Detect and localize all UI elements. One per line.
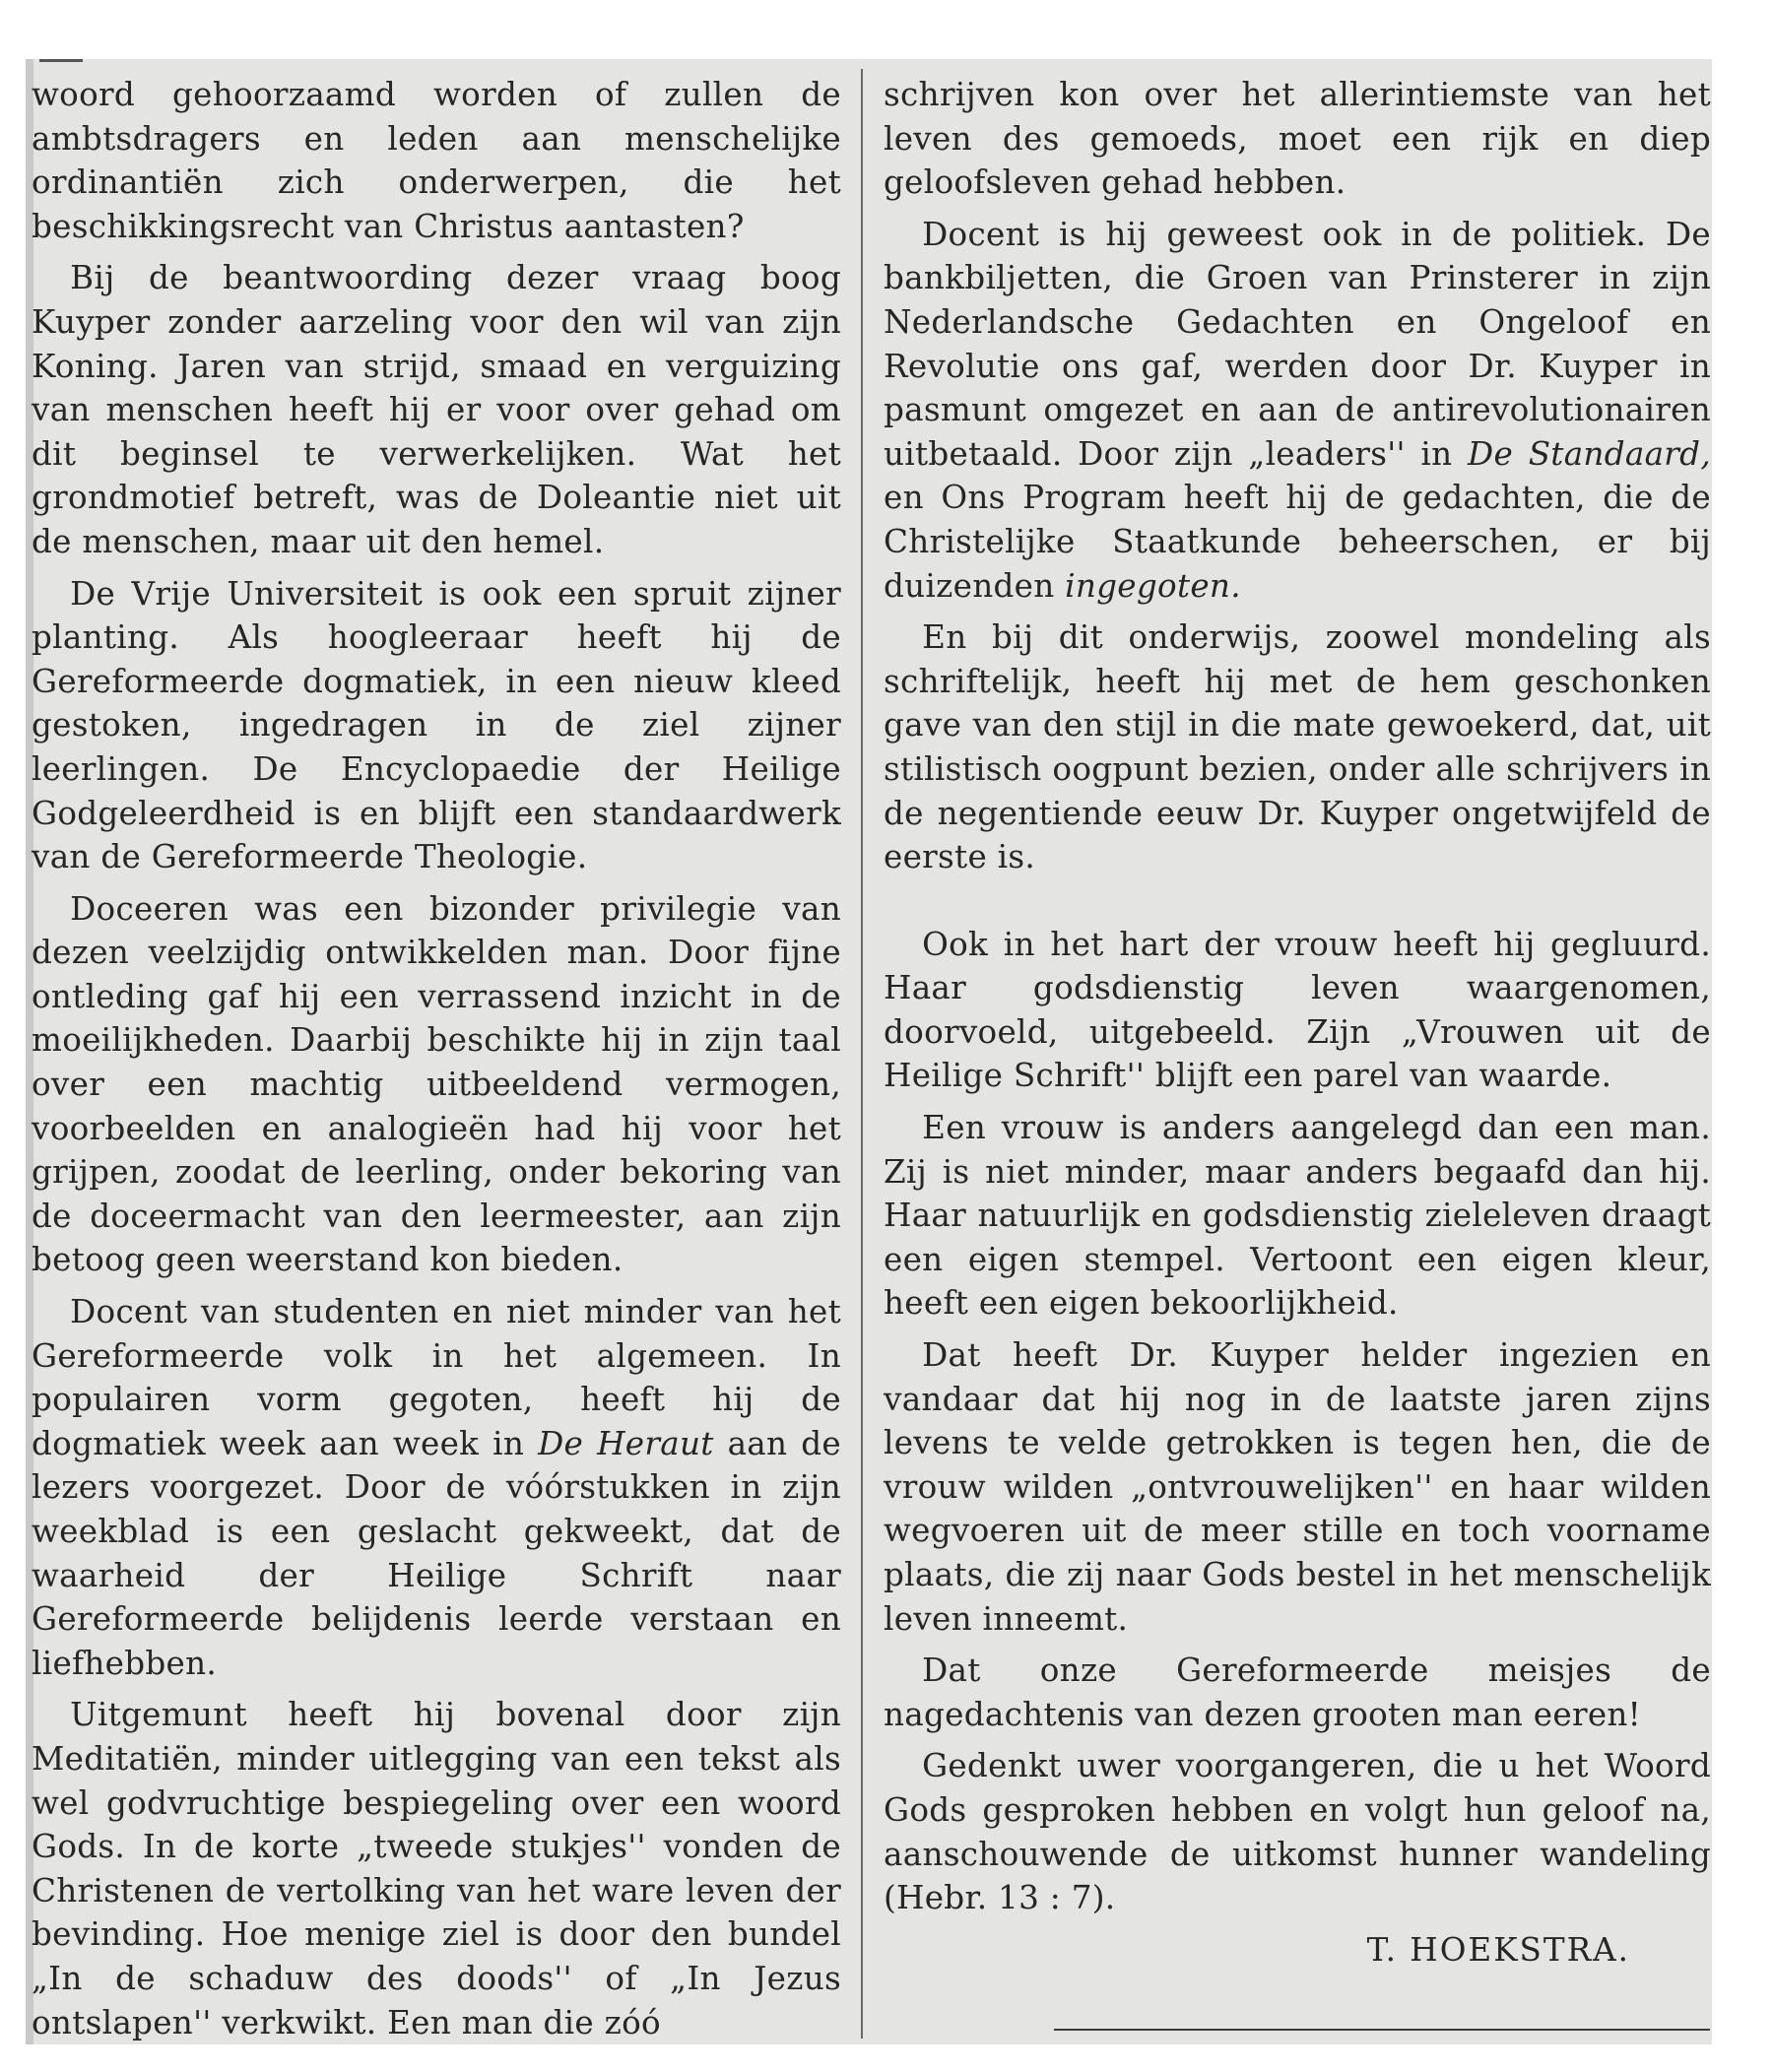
closing-rule bbox=[1054, 2029, 1710, 2031]
right-column bbox=[884, 73, 1711, 1972]
paragraph bbox=[884, 213, 1711, 608]
paragraph: Een vrouw is anders aangelegd dan een man. Zij is niet minder, maar anders begaafd dan hij. Haar natuurlijk en godsdienstig zieleleven draagt een eigen stempel. Vertoont een eigen kleur, heeft een eigen bekoorlijkheid. bbox=[884, 1109, 1711, 1323]
column-divider bbox=[861, 69, 863, 2039]
paragraph: woord gehoorzaamd worden of zullen de ambtsdragers en leden aan menschelijke ordinantiën zich onderwerpen, die het beschikkingsrecht van Christus aantasten? bbox=[32, 76, 841, 245]
paragraph: De Vrije Universiteit is ook een spruit zijner planting. Als hoogleeraar heeft hij de Gereformeerde dogmatiek, in een nieuw kleed gestoken, ingedragen in de ziel zijner leerlingen. De Encyclopaedie der Heilige Godgeleerdheid is en blijft een standaardwerk van de Gereformeerde Theologie. bbox=[32, 574, 841, 876]
paragraph: Bij de beantwoording dezer vraag boog Kuyper zonder aarzeling voor den wil van zijn Koning. Jaren van strijd, smaad en verguizing van menschen heeft hij er voor over gehad om dit beginsel te verwerkelijken. Wat het grondmotief betreft, was de Doleantie niet uit de menschen, maar uit den hemel. bbox=[32, 259, 841, 560]
paragraph: schrijven kon over het allerintiemste van het leven des gemoeds, moet een rijk en diep geloofsleven gehad hebben. bbox=[884, 76, 1711, 202]
paragraph: Gedenkt uwer voorgangeren, die u het Woord Gods gesproken hebben en volgt hun geloof na, aanschouwende de uitkomst hunner wandeling (Hebr. 13 : 7). bbox=[884, 1747, 1711, 1917]
text-run: Docent is hij geweest ook in de politiek. De bankbiljetten, die Groen van Prinsterer in zijn Nederlandsche Gedachten en Ongeloof en Revolutie ons gaf, werden door Dr. Kuyper in pasmunt omgezet en aan de antirevolutionairen uitbetaald. Door zijn „leaders'' in bbox=[884, 215, 1711, 473]
text-run: en Ons Program heeft hij de gedachten, die de Christelijke Staatkunde beheerschen, er bij duizenden bbox=[884, 479, 1711, 605]
author-signature: T. HOEKSTRA. bbox=[1366, 1930, 1630, 1969]
corner-mark bbox=[39, 59, 83, 62]
paragraph bbox=[32, 1290, 841, 1685]
paragraph: En bij dit onderwijs, zoowel mondeling als schriftelijk, heeft hij met de hem geschonken gave van den stijl in die mate gewoekerd, dat, uit stilistisch oogpunt bezien, onder alle schrijvers in de negentiende eeuw Dr. Kuyper ongetwijfeld de eerste is. bbox=[884, 618, 1711, 876]
paragraph: Dat heeft Dr. Kuyper helder ingezien en vandaar dat hij nog in de laatste jaren zijns levens te velde getrokken is tegen hen, die de vrouw wilden „ontvrouwelijken'' en haar wilden wegvoeren uit de meer stille en toch voorname plaats, die zij naar Gods bestel in het menschelijk leven inneemt. bbox=[884, 1336, 1711, 1638]
text-run: Docent van studenten en niet minder van het Gereformeerde volk in het algemeen. In populairen vorm gegoten, heeft hij de dogmatiek week aan week in bbox=[32, 1293, 841, 1462]
paragraph: Ook in het hart der vrouw heeft hij gegluurd. Haar godsdienstig leven waargenomen, doorvoeld, uitgebeeld. Zijn „Vrouwen uit de Heilige Schrift'' blijft een parel van waarde. bbox=[884, 925, 1711, 1095]
text-run: aan de lezers voorgezet. Door de vóórstukken in zijn weekblad is een geslacht gekweekt, dat de waarheid der Heilige Schrift naar Gereformeerde belijdenis leerde verstaan en liefhebben. bbox=[32, 1424, 841, 1682]
paragraph: Doceeren was een bizonder privilegie van dezen veelzijdig ontwikkelden man. Door fijne ontleding gaf hij een verrassend inzicht in de moeilijkheden. Daarbij beschikte hij in zijn taal over een machtig uitbeeldend vermogen, voorbeelden en analogieën had hij voor het grijpen, zoodat de leerling, onder bekoring van de doceermacht van den leermeester, aan zijn betoog geen weerstand kon bieden. bbox=[32, 889, 841, 1279]
publication-title: De Heraut bbox=[538, 1424, 714, 1462]
paragraph: Dat onze Gereformeerde meisjes de nagedachtenis van dezen grooten man eeren! bbox=[884, 1651, 1711, 1733]
left-column bbox=[32, 73, 841, 2052]
publication-title: De Standaard, bbox=[1468, 434, 1711, 473]
paragraph: Uitgemunt heeft hij bovenal door zijn Meditatiën, minder uitlegging van een tekst als wel godvruchtige bespiegeling over een woord Gods. In de korte „tweede stukjes'' vonden de Christenen de vertolking van het ware leven der bevinding. Hoe menige ziel is door den bundel „In de schaduw des doods'' of „In Jezus ontslapen'' verkwikt. Een man die zóó bbox=[32, 1696, 841, 2041]
emphasis: ingegoten. bbox=[1065, 566, 1241, 605]
